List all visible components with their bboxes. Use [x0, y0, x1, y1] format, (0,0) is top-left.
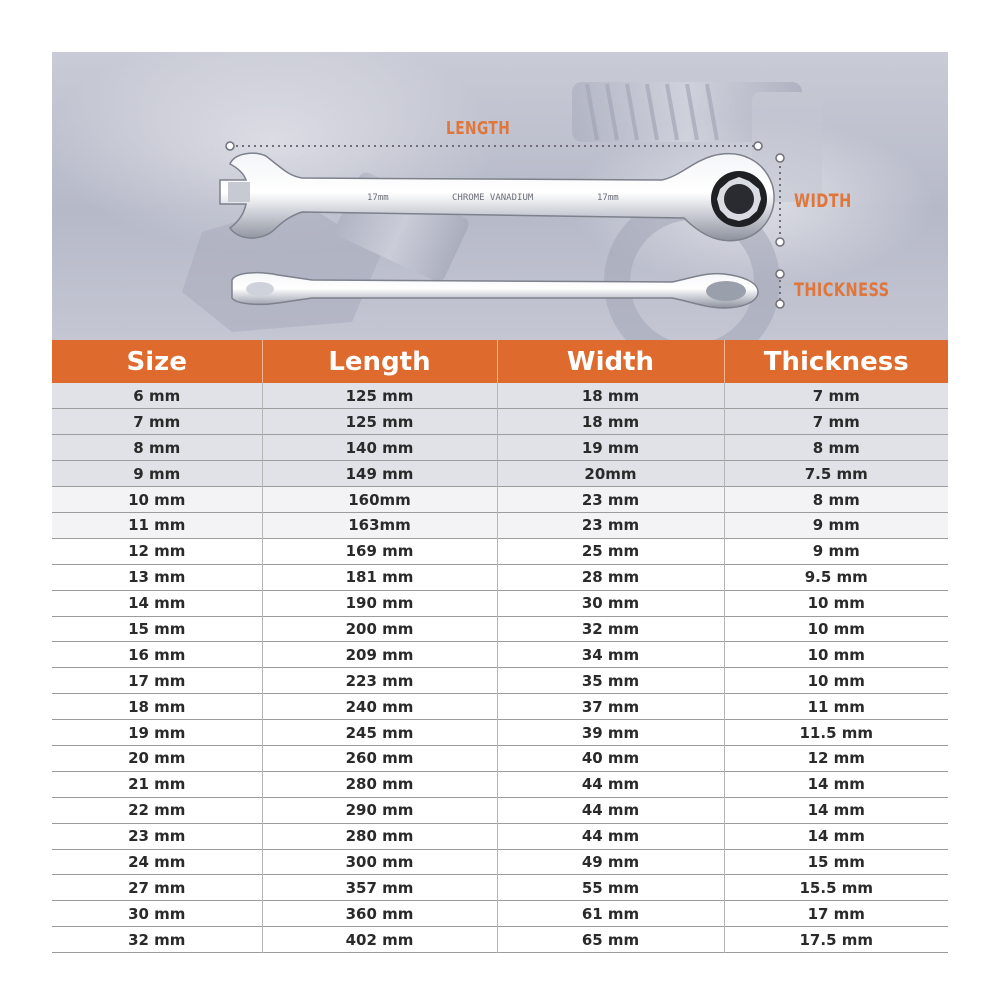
cell-thickness: 11 mm [807, 697, 865, 716]
cell-size: 20 mm [52, 745, 262, 771]
cell-length: 125 mm [262, 383, 497, 409]
cell-width: 20mm [497, 461, 724, 487]
cell-thickness: 7 mm [812, 412, 860, 431]
cell-length: 160mm [262, 487, 497, 513]
table-row [52, 642, 948, 668]
table-row [52, 383, 948, 409]
cell-width: 44 mm [497, 797, 724, 823]
cell-size: 6 mm [52, 383, 262, 409]
table-row [52, 409, 948, 435]
table-row [52, 461, 948, 487]
cell-length: 290 mm [262, 797, 497, 823]
cell-length: 223 mm [262, 668, 497, 694]
cell-size: 9 mm [52, 461, 262, 487]
column-header-width: Width [497, 340, 724, 383]
cell-width: 18 mm [497, 409, 724, 435]
cell-size: 27 mm [52, 875, 262, 901]
table-row [52, 720, 948, 746]
table-row [52, 668, 948, 694]
cell-thickness: 12 mm [807, 749, 865, 768]
table-row [52, 590, 948, 616]
table-header-row [52, 340, 948, 383]
cell-thickness: 14 mm [807, 775, 865, 794]
cell-length: 149 mm [262, 461, 497, 487]
cell-size: 32 mm [52, 927, 262, 953]
cell-width: 65 mm [497, 927, 724, 953]
table-row [52, 616, 948, 642]
cell-width: 28 mm [497, 564, 724, 590]
cell-size: 15 mm [52, 616, 262, 642]
table-row [52, 487, 948, 513]
thickness-label: THICKNESS [794, 279, 890, 301]
cell-thickness: 10 mm [807, 594, 865, 613]
cell-size: 24 mm [52, 849, 262, 875]
svg-text:CHROME VANADIUM: CHROME VANADIUM [452, 193, 534, 203]
table-row [52, 901, 948, 927]
cell-length: 260 mm [262, 745, 497, 771]
cell-thickness: 9.5 mm [804, 568, 868, 587]
cell-size: 7 mm [52, 409, 262, 435]
cell-thickness: 17 mm [807, 904, 865, 923]
cell-width: 44 mm [497, 823, 724, 849]
cell-width: 44 mm [497, 771, 724, 797]
cell-size: 14 mm [52, 590, 262, 616]
svg-text:17mm: 17mm [597, 193, 619, 203]
cell-thickness: 11.5 mm [799, 723, 873, 742]
cell-size: 8 mm [52, 435, 262, 461]
cell-length: 200 mm [262, 616, 497, 642]
cell-thickness: 10 mm [807, 671, 865, 690]
cell-width: 34 mm [497, 642, 724, 668]
cell-width: 40 mm [497, 745, 724, 771]
cell-thickness: 15 mm [807, 852, 865, 871]
cell-length: 357 mm [262, 875, 497, 901]
cell-thickness: 9 mm [812, 516, 860, 535]
cell-length: 169 mm [262, 538, 497, 564]
cell-width: 32 mm [497, 616, 724, 642]
cell-length: 209 mm [262, 642, 497, 668]
table-row [52, 823, 948, 849]
cell-size: 13 mm [52, 564, 262, 590]
cell-thickness: 15.5 mm [799, 878, 873, 897]
cell-length: 360 mm [262, 901, 497, 927]
cell-length: 240 mm [262, 694, 497, 720]
cell-size: 17 mm [52, 668, 262, 694]
cell-length: 125 mm [262, 409, 497, 435]
table-row [52, 927, 948, 953]
cell-length: 280 mm [262, 771, 497, 797]
cell-width: 23 mm [497, 512, 724, 538]
table-body [52, 383, 948, 953]
cell-thickness: 10 mm [807, 619, 865, 638]
column-header-thickness: Thickness [763, 346, 909, 377]
cell-width: 61 mm [497, 901, 724, 927]
table-row [52, 849, 948, 875]
table-row [52, 875, 948, 901]
cell-size: 18 mm [52, 694, 262, 720]
table-row [52, 435, 948, 461]
cell-width: 18 mm [497, 383, 724, 409]
cell-size: 16 mm [52, 642, 262, 668]
cell-length: 163mm [262, 512, 497, 538]
cell-size: 21 mm [52, 771, 262, 797]
cell-size: 30 mm [52, 901, 262, 927]
cell-length: 402 mm [262, 927, 497, 953]
cell-size: 23 mm [52, 823, 262, 849]
cell-length: 181 mm [262, 564, 497, 590]
table-row [52, 771, 948, 797]
cell-length: 140 mm [262, 435, 497, 461]
cell-thickness: 14 mm [807, 827, 865, 846]
cell-width: 39 mm [497, 720, 724, 746]
table-row [52, 797, 948, 823]
cell-thickness: 17.5 mm [799, 930, 873, 949]
cell-width: 23 mm [497, 487, 724, 513]
cell-length: 245 mm [262, 720, 497, 746]
length-label: LENGTH [446, 118, 511, 139]
cell-size: 10 mm [52, 487, 262, 513]
table-row [52, 538, 948, 564]
cell-width: 35 mm [497, 668, 724, 694]
table-row [52, 745, 948, 771]
cell-thickness: 7 mm [812, 386, 860, 405]
column-header-length: Length [262, 340, 497, 383]
product-dimension-diagram [52, 52, 948, 340]
cell-size: 12 mm [52, 538, 262, 564]
table-row [52, 694, 948, 720]
svg-text:17mm: 17mm [367, 193, 389, 203]
cell-thickness: 9 mm [812, 542, 860, 561]
cell-width: 19 mm [497, 435, 724, 461]
table-row [52, 512, 948, 538]
cell-size: 19 mm [52, 720, 262, 746]
cell-thickness: 8 mm [812, 490, 860, 509]
cell-length: 190 mm [262, 590, 497, 616]
cell-thickness: 8 mm [812, 438, 860, 457]
cell-width: 37 mm [497, 694, 724, 720]
table-row [52, 564, 948, 590]
width-label: WIDTH [794, 190, 852, 212]
size-chart-table [52, 340, 948, 953]
cell-length: 300 mm [262, 849, 497, 875]
cell-width: 25 mm [497, 538, 724, 564]
column-header-size: Size [52, 340, 262, 383]
cell-thickness: 14 mm [807, 801, 865, 820]
cell-width: 55 mm [497, 875, 724, 901]
cell-length: 280 mm [262, 823, 497, 849]
cell-width: 30 mm [497, 590, 724, 616]
cell-width: 49 mm [497, 849, 724, 875]
cell-thickness: 10 mm [807, 645, 865, 664]
cell-size: 22 mm [52, 797, 262, 823]
cell-size: 11 mm [52, 512, 262, 538]
cell-thickness: 7.5 mm [804, 464, 868, 483]
